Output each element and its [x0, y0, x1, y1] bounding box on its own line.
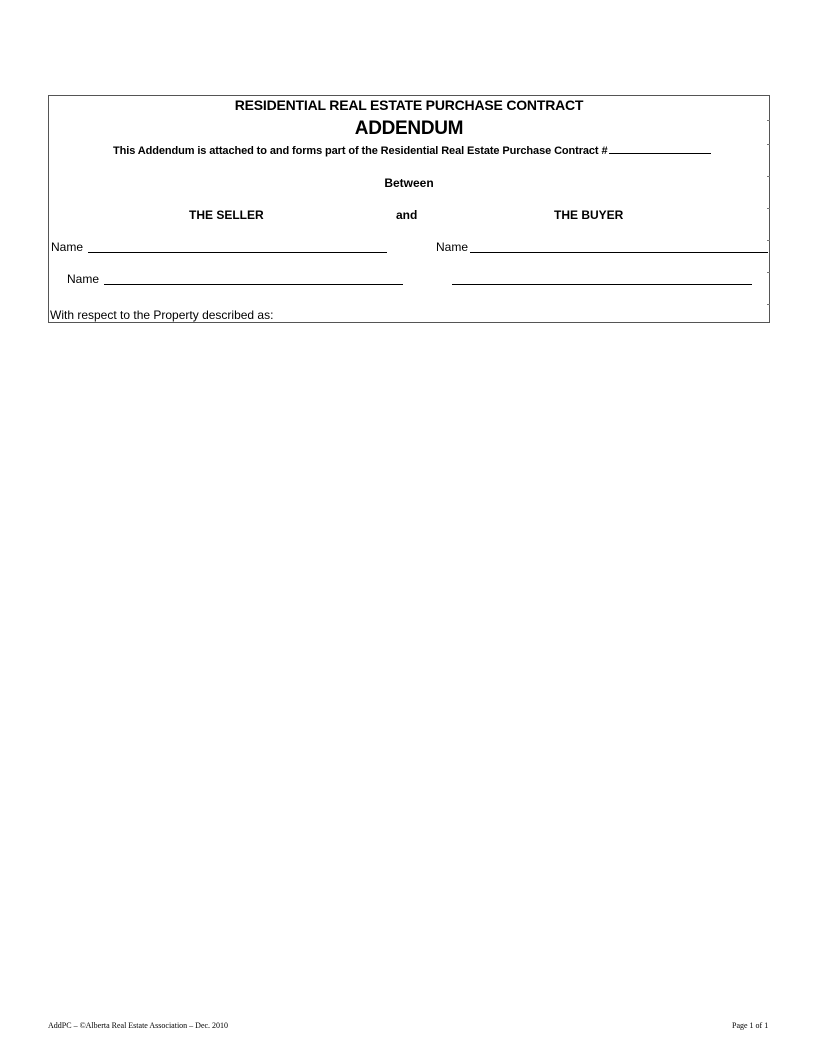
margin-tick	[767, 208, 770, 209]
contract-number-field[interactable]	[609, 143, 711, 154]
buyer-name-field-2[interactable]	[452, 284, 752, 285]
intro-statement	[113, 143, 711, 157]
margin-tick	[767, 272, 770, 273]
footer-page-number: Page 1 of 1	[732, 1021, 769, 1030]
margin-tick	[767, 144, 770, 145]
between-label: Between	[384, 176, 434, 190]
seller-name-label-1: Name	[51, 240, 84, 254]
margin-tick	[767, 176, 770, 177]
seller-name-field-2[interactable]	[104, 284, 403, 285]
contract-title: RESIDENTIAL REAL ESTATE PURCHASE CONTRACT	[234, 97, 584, 113]
seller-heading: THE SELLER	[189, 208, 264, 222]
addendum-title: ADDENDUM	[354, 118, 464, 139]
footer-copyright: AddPC – ©Alberta Real Estate Association – Dec. 2010	[48, 1021, 229, 1030]
property-description-label: With respect to the Property described as:	[50, 308, 274, 322]
margin-tick	[767, 304, 770, 305]
margin-tick	[767, 240, 770, 241]
intro-text: This Addendum is attached to and forms part of the Residential Real Estate Purchase Contract #	[113, 145, 608, 157]
and-label: and	[396, 208, 418, 222]
seller-name-field-1[interactable]	[88, 252, 387, 253]
margin-tick	[767, 120, 770, 121]
buyer-name-label-1: Name	[436, 240, 469, 254]
addendum-form	[48, 95, 770, 323]
seller-name-label-2: Name	[67, 272, 100, 286]
buyer-name-field-1[interactable]	[470, 252, 768, 253]
buyer-heading: THE BUYER	[554, 208, 624, 222]
